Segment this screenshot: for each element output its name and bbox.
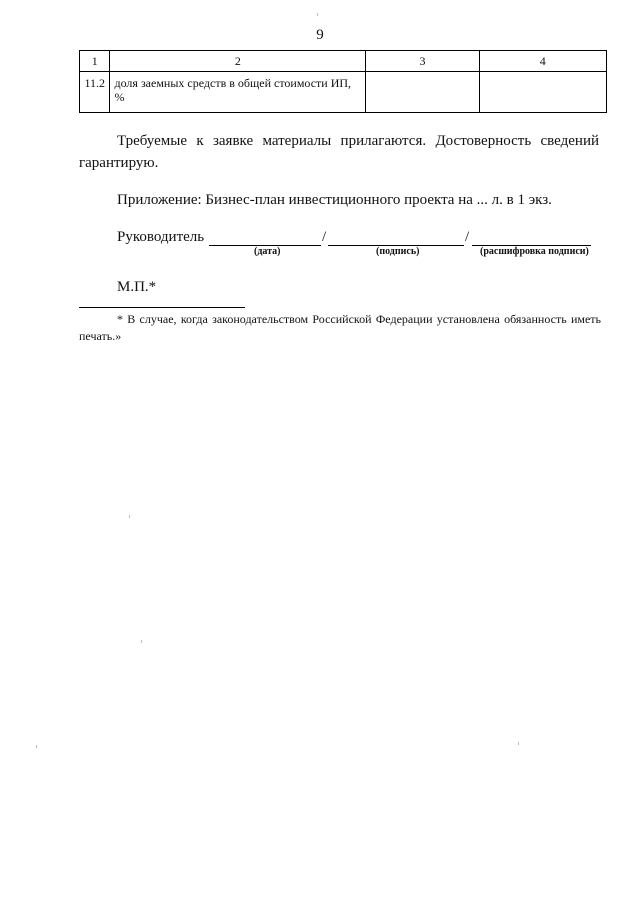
signature-caption: (подпись) xyxy=(376,246,420,257)
scan-artifact xyxy=(141,640,142,643)
footnote-divider xyxy=(79,307,245,308)
separator: / xyxy=(322,229,327,245)
stamp-placeholder: М.П.* xyxy=(117,279,157,295)
scan-artifact xyxy=(518,742,519,745)
table-header-cell: 1 xyxy=(80,51,110,72)
scan-artifact xyxy=(129,515,130,518)
statement-paragraph: Требуемые к заявке материалы прилагаются. Достоверность сведений гарантирую. xyxy=(79,133,599,171)
table-header-cell: 2 xyxy=(110,51,366,72)
signature-label: Руководитель xyxy=(117,229,205,245)
table-cell-value xyxy=(366,72,479,113)
scan-artifact xyxy=(317,13,318,16)
table-cell-value xyxy=(479,72,606,113)
footnote: * В случае, когда законодательством Российской Федерации установлена обязанность иметь печать.» xyxy=(79,312,601,343)
table-header-cell: 3 xyxy=(366,51,479,72)
attachment-paragraph: Приложение: Бизнес-план инвестиционного проекта на ... л. в 1 экз. xyxy=(117,192,552,208)
table-cell-number: 11.2 xyxy=(80,72,110,113)
table-row xyxy=(80,72,607,113)
date-caption: (дата) xyxy=(254,246,281,257)
separator: / xyxy=(465,229,470,245)
scan-artifact xyxy=(36,745,37,748)
table-header-cell: 4 xyxy=(479,51,606,72)
page-number: 9 xyxy=(316,27,324,43)
decoding-caption: (расшифровка подписи) xyxy=(480,246,589,257)
table-cell-indicator: доля заемных средств в общей стоимости ИП, % xyxy=(110,72,366,113)
data-table xyxy=(79,50,607,113)
table-header-row xyxy=(80,51,607,72)
